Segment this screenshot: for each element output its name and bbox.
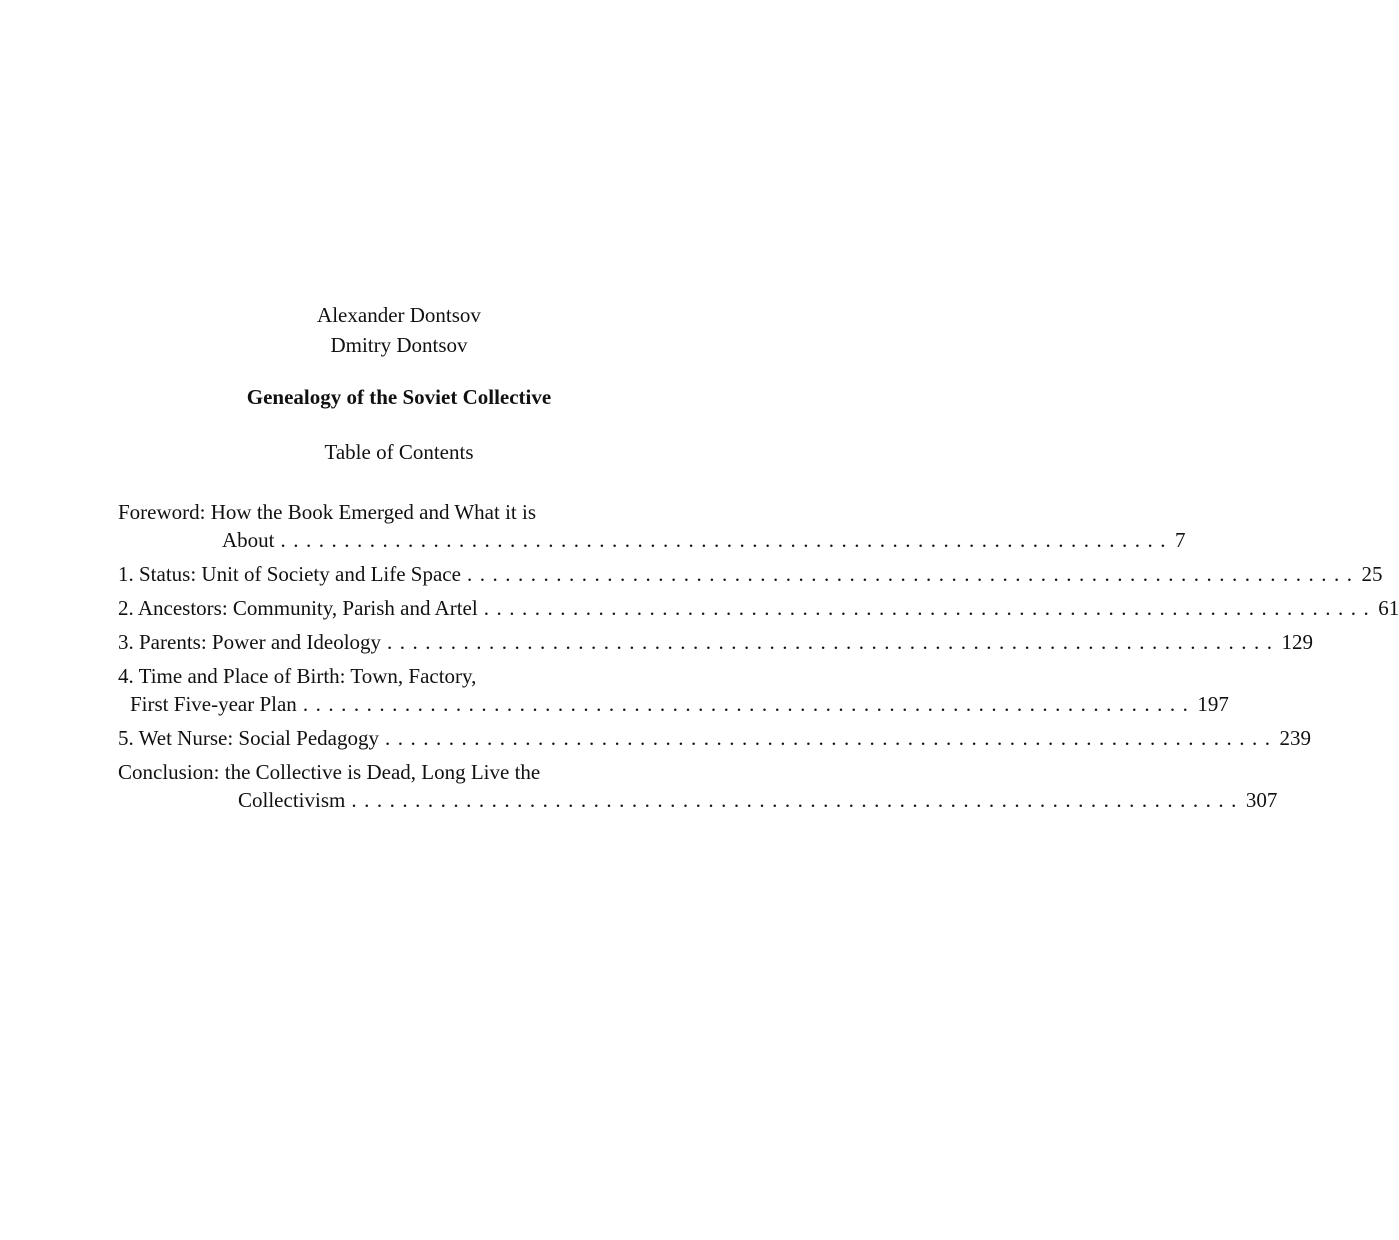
toc-page-number: 197 — [1197, 692, 1229, 716]
dot-leader: ...................................................................... — [466, 562, 1360, 586]
toc-entry-foreword — [118, 498, 1186, 554]
toc-page-number: 25 — [1361, 562, 1383, 586]
table-of-contents — [118, 498, 1399, 820]
toc-entry-title: 5. Wet Nurse: Social Pedagogy — [118, 726, 379, 750]
toc-heading: Table of Contents — [324, 440, 474, 464]
toc-entry-title: 2. Ancestors: Community, Parish and Artel — [118, 596, 478, 620]
toc-entry-chapter-3 — [118, 628, 1314, 656]
toc-entry-title: Foreword: How the Book Emerged and What it is — [118, 500, 536, 524]
toc-entry-chapter-1 — [118, 560, 1383, 588]
toc-page-number: 307 — [1245, 788, 1278, 812]
toc-page-number: 7 — [1175, 528, 1186, 552]
author-name: Alexander Dontsov — [317, 303, 481, 327]
dot-leader: ...................................................................... — [302, 692, 1196, 716]
toc-page-number: 129 — [1281, 630, 1314, 654]
toc-entry-title: 4. Time and Place of Birth: Town, Factory, — [118, 664, 477, 688]
dot-leader: ...................................................................... — [280, 528, 1173, 552]
book-title: Genealogy of the Soviet Collective — [246, 385, 552, 409]
toc-entry-conclusion — [118, 758, 1278, 814]
toc-page-number: 61 — [1378, 596, 1399, 620]
dot-leader: ...................................................................... — [384, 726, 1278, 750]
toc-entry-title-continued: Collectivism — [238, 788, 346, 812]
toc-entry-title-continued: First Five-year Plan — [130, 692, 297, 716]
toc-entry-title: Conclusion: the Collective is Dead, Long Live the — [118, 760, 541, 784]
toc-entry-chapter-5 — [118, 724, 1311, 752]
author-name: Dmitry Dontsov — [330, 333, 468, 357]
author-list — [0, 300, 798, 360]
toc-entry-title: 3. Parents: Power and Ideology — [118, 630, 382, 654]
toc-entry-chapter-2 — [118, 594, 1399, 622]
toc-page-number: 239 — [1279, 726, 1311, 750]
dot-leader: ...................................................................... — [351, 788, 1244, 812]
dot-leader: ...................................................................... — [483, 596, 1377, 620]
toc-entry-title: 1. Status: Unit of Society and Life Space — [118, 562, 461, 586]
dot-leader: ...................................................................... — [387, 630, 1280, 654]
toc-entry-title-continued: About — [222, 528, 275, 552]
toc-entry-chapter-4 — [118, 662, 1229, 718]
